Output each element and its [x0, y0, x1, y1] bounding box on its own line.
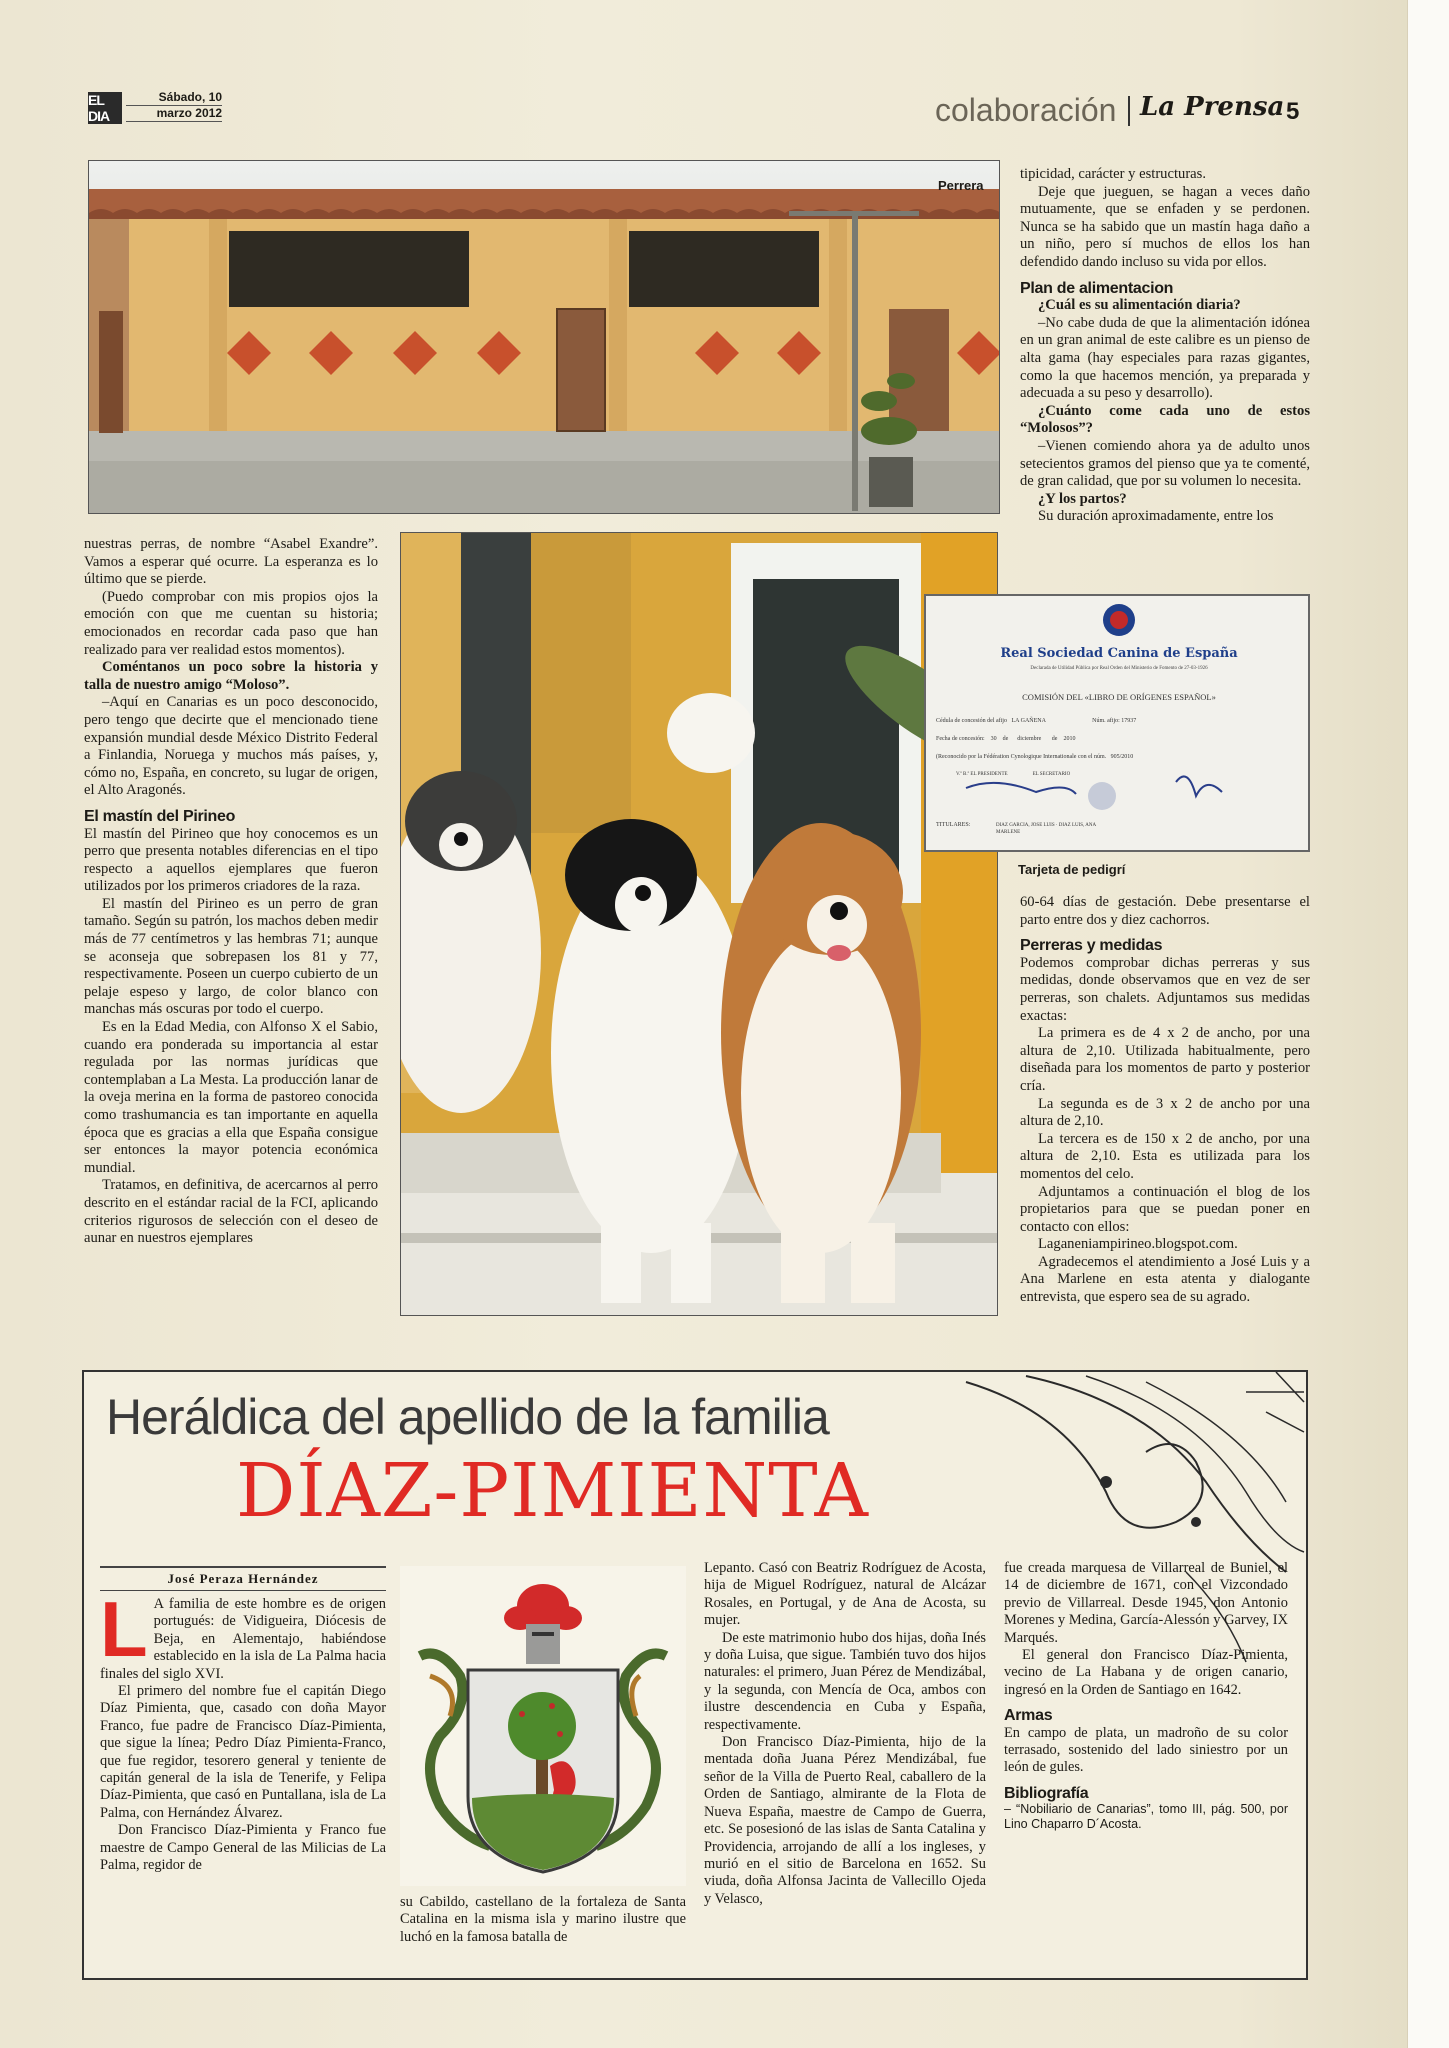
- dogs-photo: [400, 532, 998, 1316]
- drop-cap: L: [100, 1585, 148, 1673]
- heraldry-title: Heráldica del apellido de la familia: [106, 1389, 829, 1445]
- certificate-graphics: [926, 596, 1310, 852]
- family-name: DÍAZ-PIMIENTA: [236, 1448, 869, 1534]
- paragraph: –Vienen comiendo ahora ya de adulto unos setecientos gramos del pienso que ya te comenté, de gran calidad, que por su volumen lo necesita.: [1020, 437, 1310, 490]
- interview-question: Coméntanos un poco sobre la historia y talla de nuestro amigo “Moloso”.: [84, 659, 378, 693]
- paragraph: fue creada marquesa de Villarreal de Buniel, el 14 de diciembre de 1671, con el Vizcondado previo de Villarreal. Desde 1945, don Antonio Morenes y Medina, García-Alessón y Garvey, IX Marqués.: [1004, 1560, 1288, 1646]
- interview-question: ¿Cuál es su alimentación diaria?: [1038, 297, 1241, 314]
- coat-of-arms-illustration: [400, 1566, 686, 1886]
- dogs-illustration: [401, 533, 998, 1316]
- paragraph: su Cabildo, castellano de la fortaleza de Santa Catalina en la misma isla y marino ilustre que luchó en la famosa batalla de: [400, 1894, 686, 1945]
- paragraph: Don Francisco Díaz-Pimienta y Franco fue maestre de Campo General de las Milicias de La Palma, regidor de: [100, 1822, 386, 1874]
- certificate-caption: Tarjeta de pedigrí: [1018, 862, 1126, 877]
- paragraph: Don Francisco Díaz-Pimienta, hijo de la mentada doña Juana Pérez Mendizábal, fue señor de la Villa de Puerto Real, caballero de la Orden de Santiago, almirante de la Flota de Nueva España, maestre de Campo de Guerra, etc. Se posesionó de las islas de Santa Catalina y Providencia, arrojando de allí a los ingleses, y murió en el sitio de Barcelona en 1652. Su viuda, doña Alfonsa Jacinta de Vallecillo Ojeda y Velasco,: [704, 1734, 986, 1907]
- article-column-right-top: [1020, 166, 1310, 526]
- article-column-right-bottom: [1020, 894, 1310, 1307]
- paragraph: De este matrimonio hubo dos hijas, doña Inés y doña Luisa, que sigue. También tuvo dos hijos naturales: el primero, Juan Pérez de Mendizábal, y la segunda, con Mencía de Oca, ambos con ilustre descendencia en Cuba y España, respectivamente.: [704, 1629, 986, 1733]
- pedigree-certificate: [924, 594, 1310, 852]
- paragraph-text: A familia de este hombre es de origen portugués: de Vidigueira, Diócesis de Beja, en Alementajo, habiéndose establecido en la isla de La Palma hacia finales del siglo XVI.: [100, 1596, 386, 1682]
- page-edge: [1407, 0, 1449, 2048]
- article-column-left: [84, 536, 378, 1248]
- bibliography-entry: – “Nobiliario de Canarias”, tomo III, pág. 500, por Lino Chaparro D´Acosta.: [1004, 1802, 1288, 1832]
- paragraph: La tercera es de 150 x 2 de ancho, por una altura de 2,10. Esta es utilizada para los momentos del celo.: [1020, 1130, 1310, 1182]
- heraldry-column-1: [100, 1585, 386, 1875]
- certificate-row-1: Cédula de concesión del afijo LA GAÑENA Núm. afijo: 17937: [936, 718, 1137, 724]
- heraldry-column-2: [400, 1894, 686, 1946]
- paragraph: –No cabe duda de que la alimentación idónea en un gran animal de este calibre es un pienso de alta gama (hay especiales para razas gigantes, como la que hacemos mención, ya preparada y adecuada a su peso y desarrollo).: [1020, 314, 1310, 402]
- heraldry-column-3: [704, 1560, 986, 1908]
- paragraph: La primera es de 4 x 2 de ancho, por una altura de 2,10. Utilizada habitualmente, pero diseñada para los momentos de parto y posterior cría.: [1020, 1025, 1310, 1094]
- certificate-row-3: (Reconocido por la Fédération Cynologique Internationale con el núm. 905/2010: [936, 754, 1134, 760]
- kennel-photo: [88, 160, 1000, 514]
- paragraph: El primero del nombre fue el capitán Diego Díaz Pimienta, que, casado con doña Mayor Franco, fue padre de Francisco Díaz-Pimienta, que sigue la línea; Pedro Díaz Pimienta-Franco, que fue regidor, tesorero general y teniente de capitán general de la isla de Tenerife, y Felipa Díaz-Pimienta, que casó en Puntallana, isla de La Palma, con Hernández Álvarez.: [100, 1683, 386, 1821]
- paragraph: Lepanto. Casó con Beatriz Rodríguez de Acosta, hija de Miguel Rodríguez, natural de Alcázar Rosales, en Portugal, y de Ana de Acosta, su mujer.: [704, 1560, 986, 1629]
- subheading-mastin: El mastín del Pirineo: [84, 807, 236, 825]
- paragraph: El mastín del Pirineo que hoy conocemos es un perro que presenta notables diferencias en el tipo respecto a aquellos ejemplares que fueron utilizados por los primeros criadores de la raza.: [84, 825, 378, 895]
- blog-url: Laganeniampirineo.blogspot.com.: [1038, 1236, 1238, 1253]
- interview-question: ¿Cuánto come cada uno de estos “Molosos”?: [1020, 402, 1310, 437]
- paragraph: El mastín del Pirineo es un perro de gran tamaño. Según su patrón, los machos deben medir más de 77 centímetros y las hembras 71; aunque se aconseja que sobrepasen los 81 y 77, respectivamente. Poseen un cuerpo cubierto de un pelaje espeso y largo, de color blanco con manchas más oscuras por todo el cuerpo.: [84, 895, 378, 1018]
- paragraph: La segunda es de 3 x 2 de ancho por una altura de 2,10.: [1020, 1095, 1310, 1130]
- interview-question: ¿Y los partos?: [1038, 490, 1127, 507]
- paragraph: nuestras perras, de nombre “Asabel Exandre”. Vamos a esperar qué ocurre. La esperanza es lo último que se pierde.: [84, 536, 378, 588]
- certificate-org-sub: Declarada de Utilidad Pública por Real Orden del Ministerio de Fomento de 27-03-1926: [1030, 666, 1208, 671]
- subheading-armas: Armas: [1004, 1707, 1053, 1725]
- subheading-bibliografia: Bibliografía: [1004, 1784, 1089, 1802]
- paragraph: Podemos comprobar dichas perreras y sus medidas, donde observamos que en vez de ser perreras, son chalets. Adjuntamos sus medidas exactas:: [1020, 954, 1310, 1024]
- paragraph: Agradecemos el atendimiento a José Luis y a Ana Marlene en esta atenta y dialogante entrevista, que espero sea de su agrado.: [1020, 1253, 1310, 1306]
- paragraph: Tratamos, en definitiva, de acercarnos al perro descrito en el estándar racial de la FCI, aplicando criterios rigurosos de selección con el deseo de aunar en nuestros ejemplares: [84, 1177, 378, 1247]
- date-line-1: Sábado, 10: [126, 90, 222, 106]
- paragraph: [100, 1585, 386, 1683]
- paragraph: Deje que jueguen, se hagan a veces daño mutuamente, que se enfaden y se perdonen. Nunca se ha sabido que un mastín haga daño a un niño, pero sí muchos de ellos los han defendido dando incluso su vida por ellos.: [1020, 183, 1310, 270]
- paragraph: El general don Francisco Díaz-Pimienta, vecino de La Habana y de origen canario, ingresó en la Orden de Santiago en 1642.: [1004, 1647, 1288, 1698]
- paragraph: Su duración aproximadamente, entre los: [1038, 508, 1274, 525]
- certificate-commission: COMISIÓN DEL «LIBRO DE ORÍGENES ESPAÑOL»: [1022, 692, 1216, 702]
- paragraph: En campo de plata, un madroño de su color terrasado, sostenido del lado siniestro por un león de gules.: [1004, 1724, 1288, 1776]
- paragraph: Adjuntamos a continuación el blog de los propietarios para que se puedan poner en contacto con ellos:: [1020, 1183, 1310, 1235]
- newspaper-title: La Prensa: [1140, 92, 1285, 122]
- date-line-2: marzo 2012: [126, 106, 222, 122]
- paragraph: 60-64 días de gestación. Debe presentarse el parto entre dos y diez cachorros.: [1020, 894, 1310, 928]
- subheading-alimentacion: Plan de alimentacion: [1020, 279, 1174, 297]
- certificate-signers: V.º B.º EL PRESIDENTE EL SECRETARIO: [956, 772, 1071, 777]
- el-dia-logo: EL DIA: [88, 92, 122, 124]
- header-date: [126, 90, 222, 122]
- certificate-owners-label: TITULARES:: [936, 822, 971, 828]
- section-name: colaboración: [935, 92, 1117, 128]
- coat-of-arms: [400, 1566, 686, 1886]
- certificate-org: Real Sociedad Canina de España: [1000, 646, 1238, 661]
- paragraph: Es en la Edad Media, con Alfonso X el Sabio, cuando era ponderada su importancia al estar regulada por las normas jurídicas que contemplaban a La Mesta. La producción lanar de la oveja merina en la forma de pastoreo conocida como trashumancia es tan importante en aquella época que es gracias a ella que España consigue ser entonces la mayor potencia económica mundial.: [84, 1019, 378, 1176]
- certificate-owners: DIAZ GARCIA, JOSE LUIS · DIAZ LUIS, ANA MARLENE: [996, 823, 1096, 835]
- paragraph: (Puedo comprobar con mis propios ojos la emoción con que me cuentan su historia; emocionados en recordar cada paso que han realizado para ver realidad estos momentos).: [84, 588, 378, 658]
- paragraph: tipicidad, carácter y estructuras.: [1020, 166, 1206, 182]
- certificate-row-2: Fecha de concesión: 30 de diciembre de 2010: [936, 736, 1076, 742]
- kennel-caption: Perrera: [938, 178, 984, 193]
- heraldry-column-4: [1004, 1560, 1288, 1832]
- paragraph: –Aquí en Canarias es un poco desconocido, pero tengo que decirte que el mencionado tiene expansión mundial desde México Distrito Federal a Finlandia, Noruega y muchos más países, y, cómo no, España, en concreto, su lugar de origen, el Alto Aragonés.: [84, 694, 378, 799]
- subheading-perreras: Perreras y medidas: [1020, 937, 1163, 955]
- kennel-illustration: [89, 161, 1000, 514]
- page-number: 5: [1286, 98, 1300, 125]
- header-divider: [1128, 96, 1130, 126]
- author-byline: José Peraza Hernández: [100, 1566, 386, 1591]
